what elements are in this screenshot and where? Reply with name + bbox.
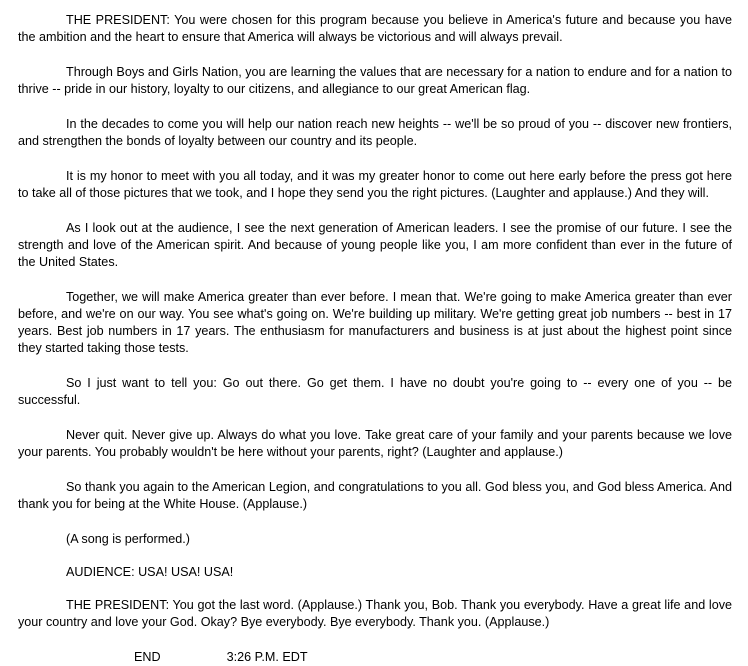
end-line <box>18 649 732 666</box>
transcript-document <box>18 12 732 666</box>
end-label: END <box>134 650 161 664</box>
paragraph-last-word: THE PRESIDENT: You got the last word. (Applause.) Thank you, Bob. Thank you everybody. Have a great life and love your country and love your God. Okay? Bye everybody. Bye everybody. Thank you. (Applause.) <box>18 598 732 629</box>
paragraph-next-generation: As I look out at the audience, I see the next generation of American leaders. I see the promise of our future. I see the strength and love of the American spirit. And because of young people like you, I am more confident than ever in the future of the United States. <box>18 221 732 269</box>
paragraph-go-out-there: So I just want to tell you: Go out there. Go get them. I have no doubt you're going to -- every one of you -- be successful. <box>18 376 732 407</box>
paragraph-honor: It is my honor to meet with you all today, and it was my greater honor to come out here early before the press got here to take all of those pictures that we took, and I hope they send you the right pictures. (Laughter and applause.) And they will. <box>18 169 732 200</box>
paragraph-opening: THE PRESIDENT: You were chosen for this program because you believe in America's future and because you have the ambition and the heart to ensure that America will always be victorious and will always prevail. <box>18 13 732 44</box>
end-time: 3:26 P.M. EDT <box>226 650 308 664</box>
paragraph-audience: AUDIENCE: USA! USA! USA! <box>66 565 234 579</box>
paragraph-song: (A song is performed.) <box>66 532 190 546</box>
paragraph-never-quit: Never quit. Never give up. Always do what you love. Take great care of your family and your parents because we love your parents. You probably wouldn't be here without your parents, right? (Laughter and applause.) <box>18 428 732 459</box>
paragraph-thank-you: So thank you again to the American Legion, and congratulations to you all. God bless you, and God bless America. And thank you for being at the White House. (Applause.) <box>18 480 732 511</box>
paragraph-together: Together, we will make America greater than ever before. I mean that. We're going to make America greater than ever before, and we're on our way. You see what's going on. We're building up military. We're getting great job numbers -- best in 17 years. Best job numbers in 17 years. The enthusiasm for manufacturers and business is at just about the highest point since they started taking those tests. <box>18 290 732 355</box>
paragraph-decades-to-come: In the decades to come you will help our nation reach new heights -- we'll be so proud of you -- discover new frontiers, and strengthen the bonds of loyalty between our country and its people. <box>18 117 732 148</box>
paragraph-boys-girls-nation: Through Boys and Girls Nation, you are learning the values that are necessary for a nation to endure and for a nation to thrive -- pride in our history, loyalty to our citizens, and allegiance to our great American flag. <box>18 65 732 96</box>
